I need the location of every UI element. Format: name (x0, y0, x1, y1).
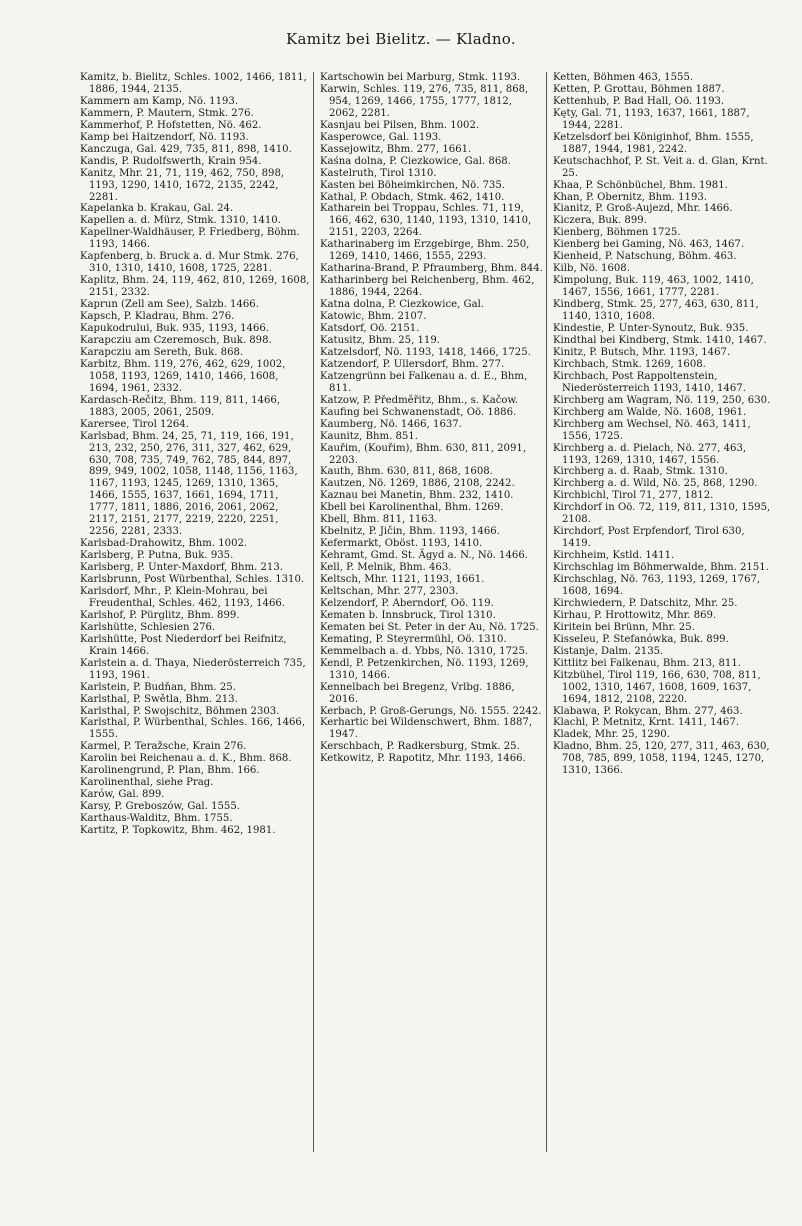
directory-entry: Kematen b. Innsbruck, Tirol 1310. (320, 609, 496, 621)
directory-entry: Kanitz, Mhr. 21, 71, 119, 462, 750, 898, 1193, 1290, 1410, 1672, 2135, 2242, 2281. (80, 167, 285, 203)
directory-entry: Kemmelbach a. d. Ybbs, Nö. 1310, 1725. (320, 645, 529, 657)
column-middle (313, 72, 546, 1152)
directory-entry: Keutschachhof, P. St. Veit a. d. Glan, Krnt. 25. (553, 155, 768, 179)
directory-entry: Kindberg, Stmk. 25, 277, 463, 630, 811, 1140, 1310, 1608. (553, 299, 759, 323)
directory-entry: Katna dolna, P. Ciezkowice, Gal. (320, 299, 485, 311)
directory-entry: Kirchdorf in Oö. 72, 119, 811, 1310, 1595, 2108. (553, 502, 771, 526)
directory-entry: Kell, P. Melnik, Bhm. 463. (320, 562, 452, 574)
directory-entry: Kindestie, P. Unter-Synoutz, Buk. 935. (553, 323, 749, 335)
directory-entry: Karlsthal, P. Swojschitz, Böhmen 2303. (80, 705, 280, 717)
directory-entry: Kanczuga, Gal. 429, 735, 811, 898, 1410. (80, 143, 292, 155)
directory-entry: Karolin bei Reichenau a. d. K., Bhm. 868. (80, 753, 292, 765)
directory-entry: Kartitz, P. Topkowitz, Bhm. 462, 1981. (80, 825, 276, 837)
directory-entry: Kardasch-Rečitz, Bhm. 119, 811, 1466, 1883, 2005, 2061, 2509. (80, 394, 281, 418)
directory-entry: Katzendorf, P. Ullersdorf, Bhm. 277. (320, 358, 505, 370)
directory-entry: Ketkowitz, P. Rapotitz, Mhr. 1193, 1466. (320, 753, 526, 765)
directory-entry: Kerschbach, P. Radkersburg, Stmk. 25. (320, 741, 520, 753)
directory-entry: Ketten, Böhmen 463, 1555. (553, 72, 694, 83)
directory-entry: Kendl, P. Petzenkirchen, Nö. 1193, 1269, 1310, 1466. (320, 657, 529, 681)
directory-entry: Kerbach, P. Groß-Gerungs, Nö. 1555. 2242. (320, 705, 542, 717)
directory-entry: Kammerhof, P. Hofstetten, Nö. 462. (80, 119, 262, 131)
directory-entry: Kapellner-Waldhäuser, P. Friedberg, Böhm. 1193, 1466. (80, 227, 300, 251)
page-header: Kamitz bei Bielitz. — Kladno. (286, 30, 516, 48)
directory-entry: Kirchdorf, Post Erpfendorf, Tirol 630, 1419. (553, 526, 745, 550)
directory-entry: Kammern am Kamp, Nö. 1193. (80, 95, 239, 107)
directory-entry: Kbelnitz, P. Jičin, Bhm. 1193, 1466. (320, 526, 500, 538)
directory-entry: Kianitz, P. Groß-Aujezd, Mhr. 1466. (553, 203, 733, 215)
directory-entry: Kienberg bei Gaming, Nö. 463, 1467. (553, 239, 745, 251)
column-left (80, 72, 313, 1152)
directory-entry: Karapcziu am Czeremosch, Buk. 898. (80, 334, 272, 346)
directory-entry: Kartschowin bei Marburg, Stmk. 1193. (320, 72, 521, 83)
directory-entry: Kathal, P. Obdach, Stmk. 462, 1410. (320, 191, 505, 203)
directory-entry: Kaplitz, Bhm. 24, 119, 462, 810, 1269, 1608, 2151, 2332. (80, 275, 310, 299)
directory-entry: Kbell bei Karolinenthal, Bhm. 1269. (320, 502, 504, 514)
directory-entry: Kistanje, Dalm. 2135. (553, 645, 664, 657)
directory-entry: Kematen bei St. Peter in der Au, Nö. 1725. (320, 621, 539, 633)
directory-entry: Kienberg, Böhmen 1725. (553, 227, 681, 239)
directory-entry: Kauth, Bhm. 630, 811, 868, 1608. (320, 466, 493, 478)
directory-entry: Ketzelsdorf bei Königinhof, Bhm. 1555, 1887, 1944, 1981, 2242. (553, 131, 754, 155)
directory-entry: Kirchheim, Kstld. 1411. (553, 550, 675, 562)
directory-entry: Katzow, P. Předměřitz, Bhm., s. Kačow. (320, 394, 519, 406)
directory-entry: Kasnjau bei Pilsen, Bhm. 1002. (320, 119, 480, 131)
directory-entry: Karlsbad, Bhm. 24, 25, 71, 119, 166, 191, 213, 232, 250, 276, 311, 327, 462, 629, 630, 708, 735, 749, 762, 785, 844, 897, 899, 949, 1002, 1058, 1148, 1156, 1163, 1167, 1193, 1245, 1269, 1310, 1365, 1466, 1555, 1637, 1661, 1694, 1711, 1777, 1811, 1886, 2016, 2061, 2062, 2117, 2151, 2177, 2219, 2220, 2251, 2256, 2281, 2333. (80, 430, 298, 538)
directory-entry: Katharinaberg im Erzgebirge, Bhm. 250, 1269, 1410, 1466, 1555, 2293. (320, 239, 530, 263)
directory-entry: Kirchbach, Post Rappoltenstein, Niederösterreich 1193, 1410, 1467. (553, 370, 746, 394)
directory-entry: Kapfenberg, b. Bruck a. d. Mur Stmk. 276, 310, 1310, 1410, 1608, 1725, 2281. (80, 251, 299, 275)
directory-entry: Kladno, Bhm. 25, 120, 277, 311, 463, 630, 708, 785, 899, 1058, 1194, 1245, 1270, 1310, 1366. (553, 741, 770, 777)
directory-entry: Kienheid, P. Natschung, Böhm. 463. (553, 251, 737, 263)
directory-entry: Kemating, P. Steyrermühl, Oö. 1310. (320, 633, 507, 645)
directory-entry: Kastelruth, Tirol 1310. (320, 167, 437, 179)
directory-entry: Klabawa, P. Rokycan, Bhm. 277, 463. (553, 705, 743, 717)
directory-entry: Kirchberg am Wechsel, Nö. 463, 1411, 1556, 1725. (553, 418, 751, 442)
directory-entry: Karlsthal, P. Würbenthal, Schles. 166, 1466, 1555. (80, 717, 306, 741)
directory-entry: Karapcziu am Sereth, Buk. 868. (80, 346, 244, 358)
directory-entry: Kaznau bei Manetin, Bhm. 232, 1410. (320, 490, 514, 502)
directory-entry: Kasperowce, Gal. 1193. (320, 131, 442, 143)
directory-entry: Kimpolung, Buk. 119, 463, 1002, 1410, 1467, 1556, 1661, 1777, 2281. (553, 275, 754, 299)
directory-entry: Karolinengrund, P. Plan, Bhm. 166. (80, 765, 260, 777)
directory-entry: Karwin, Schles. 119, 276, 735, 811, 868, 954, 1269, 1466, 1755, 1777, 1812, 2062, 2281. (320, 83, 529, 119)
directory-entry: Karlsberg, P. Putna, Buk. 935. (80, 550, 234, 562)
directory-entry: Kautzen, Nö. 1269, 1886, 2108, 2242. (320, 478, 515, 490)
directory-entry: Katzelsdorf, Nö. 1193, 1418, 1466, 1725. (320, 346, 531, 358)
directory-entry: Kirchwiedern, P. Datschitz, Mhr. 25. (553, 597, 738, 609)
directory-entry: Ketten, P. Grottau, Böhmen 1887. (553, 83, 725, 95)
directory-entry: Kapelanka b. Krakau, Gal. 24. (80, 203, 234, 215)
directory-entry: Karów, Gal. 899. (80, 789, 165, 801)
directory-entry: Karsy, P. Greboszów, Gal. 1555. (80, 801, 240, 813)
directory-entry: Kitzbühel, Tirol 119, 166, 630, 708, 811, 1002, 1310, 1467, 1608, 1609, 1637, 1694, 1812, 2108, 2220. (553, 669, 761, 705)
column-right (546, 72, 779, 1152)
directory-entry: Karlshütte, Schlesien 276. (80, 621, 216, 633)
directory-entry: Kilb, Nö. 1608. (553, 263, 630, 275)
directory-entry: Kirchbach, Stmk. 1269, 1608. (553, 358, 706, 370)
directory-entry: Kirchschlag im Böhmerwalde, Bhm. 2151. (553, 562, 769, 574)
directory-entry: Kirchberg am Wagram, Nö. 119, 250, 630. (553, 394, 771, 406)
directory-entry: Katzengrünn bei Falkenau a. d. E., Bhm, 811. (320, 370, 528, 394)
directory-entry: Kapsch, P. Kladrau, Bhm. 276. (80, 311, 235, 323)
directory-entry: Kefermarkt, Oböst. 1193, 1410. (320, 538, 483, 550)
directory-entry: Karersee, Tirol 1264. (80, 418, 189, 430)
directory-entry: Karlsthal, P. Swětla, Bhm. 213. (80, 693, 238, 705)
directory-entry: Kirchberg am Walde, Nö. 1608, 1961. (553, 406, 747, 418)
directory-entry: Karlshütte, Post Niederdorf bei Reifnitz, Krain 1466. (80, 633, 287, 657)
directory-entry: Kehramt, Gmd. St. Ägyd a. N., Nö. 1466. (320, 550, 528, 562)
directory-entry: Karolinenthal, siehe Prag. (80, 777, 214, 789)
directory-entry: Kirchberg a. d. Raab, Stmk. 1310. (553, 466, 728, 478)
directory-entry: Karthaus-Walditz, Bhm. 1755. (80, 813, 233, 825)
directory-entry: Kaufing bei Schwanenstadt, Oö. 1886. (320, 406, 517, 418)
directory-entry: Klachl, P. Metnitz, Krnt. 1411, 1467. (553, 717, 739, 729)
directory-entry: Kauřim, (Kouřim), Bhm. 630, 811, 2091, 2203. (320, 442, 527, 466)
directory-entry: Karlstein a. d. Thaya, Niederösterreich 735, 1193, 1961. (80, 657, 306, 681)
directory-entry: Katharein bei Troppau, Schles. 71, 119, 166, 462, 630, 1140, 1193, 1310, 1410, 2151, 2203, 2264. (320, 203, 532, 239)
directory-entry: Kennelbach bei Bregenz, Vrlbg. 1886, 2016. (320, 681, 515, 705)
directory-entry: Kaprun (Zell am See), Salzb. 1466. (80, 299, 259, 311)
directory-entry: Kindthal bei Kindberg, Stmk. 1410, 1467. (553, 334, 767, 346)
directory-entry: Kiritein bei Brünn, Mhr. 25. (553, 621, 695, 633)
directory-entry: Karlsberg, P. Unter-Maxdorf, Bhm. 213. (80, 562, 283, 574)
directory-entry: Kęty, Gal. 71, 1193, 1637, 1661, 1887, 1944, 2281. (553, 107, 750, 131)
directory-entry: Kinitz, P. Butsch, Mhr. 1193, 1467. (553, 346, 731, 358)
directory-entry: Kirchberg a. d. Pielach, Nö. 277, 463, 1193, 1269, 1310, 1467, 1556. (553, 442, 747, 466)
directory-entry: Karbitz, Bhm. 119, 276, 462, 629, 1002, 1058, 1193, 1269, 1410, 1466, 1608, 1694, 1961, 2332. (80, 358, 286, 394)
directory-entry: Kettenhub, P. Bad Hall, Oö. 1193. (553, 95, 725, 107)
directory-entry: Kaumberg, Nö. 1466, 1637. (320, 418, 462, 430)
directory-entry: Khaa, P. Schönbüchel, Bhm. 1981. (553, 179, 728, 191)
directory-entry: Kittlitz bei Falkenau, Bhm. 213, 811. (553, 657, 741, 669)
directory-entry: Kammern, P. Mautern, Stmk. 276. (80, 107, 254, 119)
directory-entry: Kamp bei Haitzendorf, Nö. 1193. (80, 131, 249, 143)
directory-entry: Kelzendorf, P. Aberndorf, Oö. 119. (320, 597, 494, 609)
directory-entry: Katowic, Bhm. 2107. (320, 311, 427, 323)
directory-entry: Katusitz, Bhm. 25, 119. (320, 334, 440, 346)
directory-entry: Kirhau, P. Hrottowitz, Mhr. 869. (553, 609, 717, 621)
directory-entry: Katsdorf, Oö. 2151. (320, 323, 420, 335)
directory-entry: Karlstein, P. Budňan, Bhm. 25. (80, 681, 236, 693)
directory-entry: Kerhartic bei Wildenschwert, Bhm. 1887, 1947. (320, 717, 533, 741)
directory-entry: Kapellen a. d. Mürz, Stmk. 1310, 1410. (80, 215, 281, 227)
directory-entry: Karmel, P. Teražsche, Krain 276. (80, 741, 247, 753)
directory-entry: Kiczera, Buk. 899. (553, 215, 647, 227)
directory-entry: Karlshof, P. Pürglitz, Bhm. 899. (80, 609, 240, 621)
directory-entry: Katharina-Brand, P. Pfraumberg, Bhm. 844. (320, 263, 543, 275)
directory-entry: Kisseleu, P. Stefanówka, Buk. 899. (553, 633, 729, 645)
directory-entry: Kaśna dolna, P. Ciezkowice, Gal. 868. (320, 155, 511, 167)
directory-entry: Kladek, Mhr. 25, 1290. (553, 729, 670, 741)
directory-entry: Kandis, P. Rudolfswerth, Krain 954. (80, 155, 262, 167)
directory-entry: Karlsbrunn, Post Würbenthal, Schles. 1310. (80, 574, 305, 586)
directory-entry: Kamitz, b. Bielitz, Schles. 1002, 1466, 1811, 1886, 1944, 2135. (80, 72, 307, 95)
directory-entry: Kirchschlag, Nö. 763, 1193, 1269, 1767, 1608, 1694. (553, 574, 761, 597)
directory-entry: Kassejowitz, Bhm. 277, 1661. (320, 143, 472, 155)
directory-entry: Kapukodrului, Buk. 935, 1193, 1466. (80, 323, 270, 335)
directory-entry: Kirchbichl, Tirol 71, 277, 1812. (553, 490, 714, 502)
directory-entry: Kirchberg a. d. Wild, Nö. 25, 868, 1290. (553, 478, 758, 490)
directory-entry: Kasten bei Böheimkirchen, Nö. 735. (320, 179, 505, 191)
directory-entry: Kbell, Bhm. 811, 1163. (320, 514, 438, 526)
columns (80, 72, 780, 1152)
directory-entry: Keltsch, Mhr. 1121, 1193, 1661. (320, 574, 485, 586)
directory-entry: Katharinberg bei Reichenberg, Bhm. 462, 1886, 1944, 2264. (320, 275, 535, 299)
directory-entry: Keltschan, Mhr. 277, 2303. (320, 585, 459, 597)
directory-entry: Khan, P. Obernitz, Bhm. 1193. (553, 191, 707, 203)
directory-entry: Karlsbad-Drahowitz, Bhm. 1002. (80, 538, 248, 550)
directory-entry: Kaunitz, Bhm. 851. (320, 430, 418, 442)
directory-entry: Karlsdorf, Mhr., P. Klein-Mohrau, bei Freudenthal, Schles. 462, 1193, 1466. (80, 585, 286, 609)
